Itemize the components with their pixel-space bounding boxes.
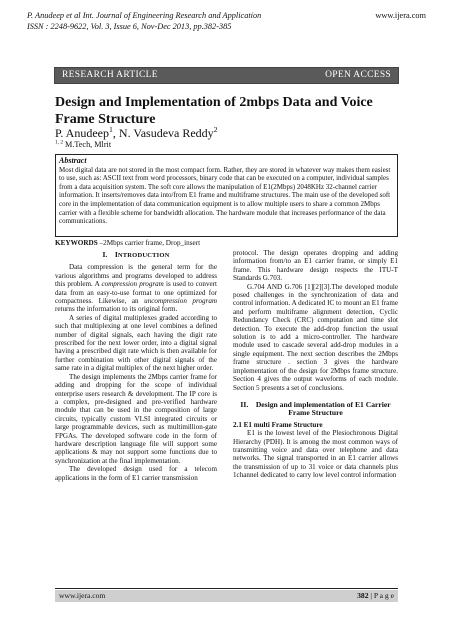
intro-paragraph-5: protocol. The design operates dropping and adding information from/to an E1 carrier frame, or simply E1 frame. This hardware design respects the ITU-T Standards G.703. [233,249,398,283]
section-2-number: II. [240,399,249,409]
footer-page-number [357,590,394,602]
banner-research-article: RESEARCH ARTICLE [62,69,158,80]
section-1-initial: I [114,250,118,259]
footer-rule [55,588,398,589]
intro-p1-italic-2: uncompression program [144,297,217,306]
banner-open-access: OPEN ACCESS [325,69,391,80]
intro-p1-italic-1: compression program [101,280,164,289]
author-1: P. Anudeep [55,126,109,140]
author-1-sup: 1 [109,125,113,134]
affiliation-text: M.Tech, Mlrit [63,140,112,149]
keywords [55,239,200,247]
section-1-rest: NTRODUCTION [117,252,170,259]
subsection-2-1-heading: 2.1 E1 multi Frame Structure [233,420,323,429]
section-2-paragraph-1: E1 is the lowest level of the Plesiochronous Digital Hierarchy (PDH). It is among the most common ways of transmitting voice and data over telephone and data networks. The signal transported in an E1 carrier allows the transmission of up to 31 voice or data channels plus 1channel dedicated to carry low level control information [233,429,398,480]
journal-name: P. Anudeep et al Int. Journal of Engineering Research and Application [27,11,262,20]
intro-p1-text-a: Data compression is the general term for the various algorithms and programs developed to address this problem. A [55,263,217,289]
section-1-heading [55,251,217,260]
section-1-number: I. [102,250,108,259]
intro-paragraph-4: The developed design used for a telecom applications in the form of E1 carrier transmission [55,465,217,482]
section-2-title: Design and implementation of E1 Carrier Frame Structure [255,399,391,418]
intro-paragraph-3: The design implements the 2Mbps carrier frame for adding and dropping for the scope of individual enterprise users research & development. The IP core is a complex, pre-designed and pre-verified hardware module that can be used in the composition of large circuits, typically custom VLSI integrated circuits or large programmable devices, such as multimillion-gate FPGAs. The developed software code in the form of hardware description language file will support some applications & may not support some functions due to synchronization at the final implementation. [55,372,217,465]
intro-paragraph-1 [55,263,217,313]
abstract-box [55,154,398,237]
intro-p1-text-b: is used to convert data from an easy-to-use format to one optimized for compactness. Likewise, an [55,280,217,306]
article-banner [55,68,398,83]
page-number: 382 [357,591,369,600]
author-2-sup: 2 [213,125,218,134]
abstract-heading: Abstract [59,156,87,165]
header-website: www.ijera.com [375,11,426,20]
intro-paragraph-6: G.704 AND G.706 [1][2][3].The developed module posed challenges in the synchronization of data and control information. A dedicated IC to mount an E1 frame and perform multiframe alignment detection, Cyclic Redundancy Check (CRC) computation and time slot detection. To execute the add-drop function the usual solution is to add a micro-controller. The hardware module used to cascade several add-drop modules in a single equipment. The next section describes the 2Mbps frame structure . section 3 gives the hardware implementation of the design for 2Mbps frame structure. Section 4 gives the output waveforms of each module. Section 5 presents a set of conclusions. [233,282,398,392]
intro-paragraph-2: A series of digital multiplexes graded according to such that multiplexing at one level combines a defined number of digital signals, each having the digit rate prescribed for the next lower order, into a digital signal having a prescribed digit rate which is then available for further combination with other digital signals of the same rate in a digital multiplex of the next higher order. [55,313,217,373]
author-2: N. Vasudeva Reddy [118,126,214,140]
affiliation [55,140,111,149]
abstract-text: Most digital data are not stored in the most compact form. Rather, they are stored in whatever way makes them easiest to use, such as: ASCII text from word processors, binary code that can be executed on a computer, individual samples from a data acquisition system. The soft core allows the manipulation of E1(2Mbps) 2048KHz 32-channel carrier information. It inserts/removes data into/from E1 frame and multiframe structures. The main use of the developed soft core in the implementation of data communication equipment is to allow multiple users to share a common 2Mbps carrier with a flexible scheme for bandwidth allocation. The hardware module that increases performance of the data communications. [59,165,391,226]
author-separator: , [112,126,119,140]
authors [55,126,218,141]
footer-website: www.ijera.com [59,591,106,600]
keywords-text: –2Mbps carrier frame, Drop_insert [97,239,201,247]
journal-issn: ISSN : 2248-9622, Vol. 3, Issue 6, Nov-Dec 2013, pp.382-385 [27,22,232,31]
affiliation-sup: 1, 2 [55,139,63,146]
page-separator: | [368,591,374,600]
intro-p1-text-c: returns the information to its original form. [55,305,178,314]
page-footer [55,590,398,602]
section-2-heading [233,401,398,418]
paper-title: Design and Implementation of 2mbps Data and Voice Frame Structure [55,95,373,127]
keywords-label: KEYWORDS [55,239,98,247]
right-column [233,249,398,480]
left-column [55,249,217,482]
page-word: P a g e [373,591,394,600]
